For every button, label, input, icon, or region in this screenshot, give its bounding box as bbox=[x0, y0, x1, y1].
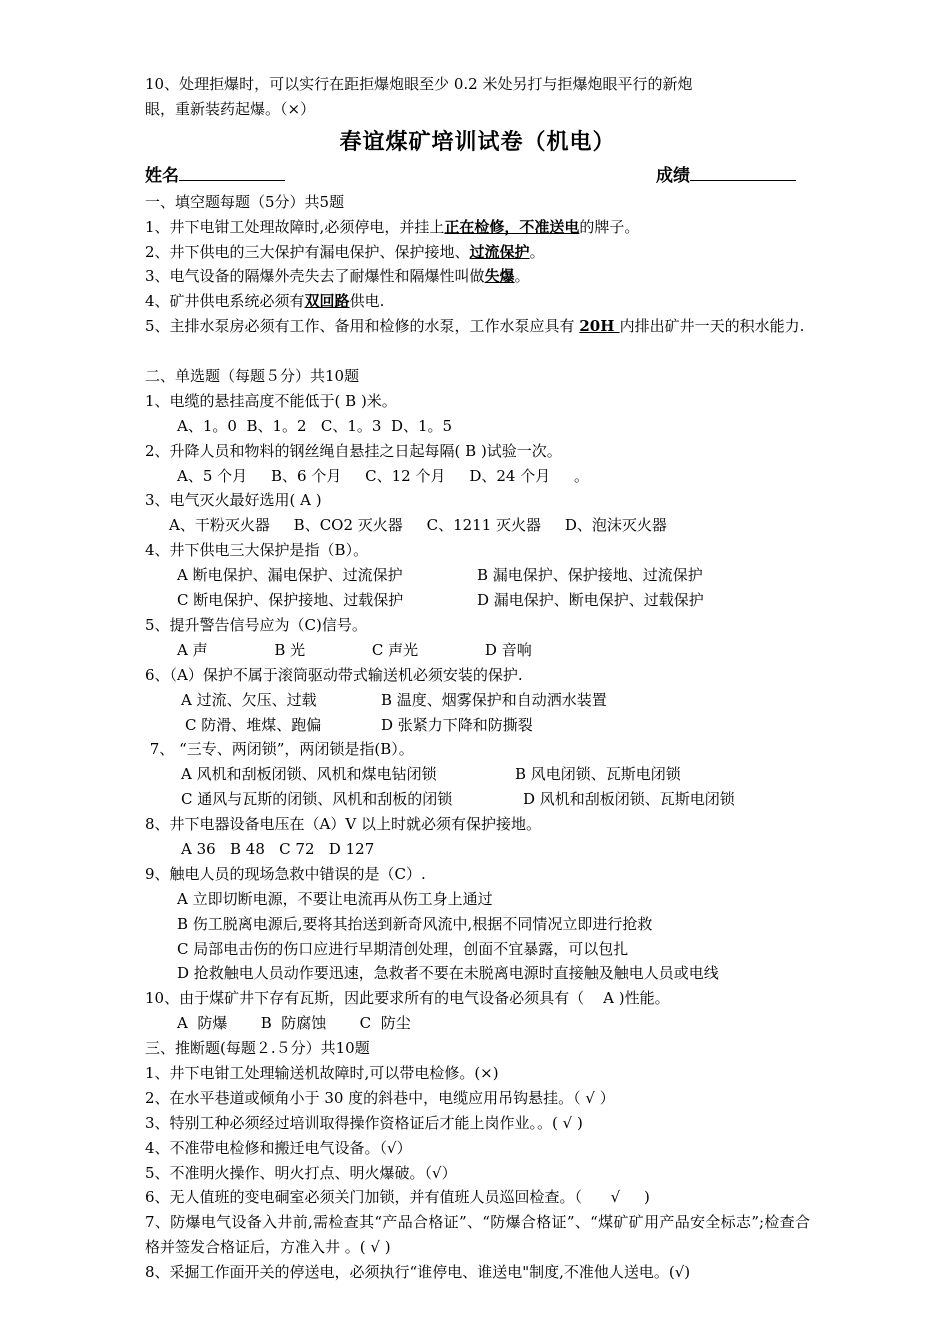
section1-header: 一、填空题每题（5分）共5题 bbox=[145, 192, 345, 211]
s2-q1: 1、电缆的悬挂高度不能低于( B )米。 bbox=[145, 391, 397, 410]
section3-header: 三、推断题(每题２.５分）共10题 bbox=[145, 1039, 370, 1058]
s2-q4-options-ab: A 断电保护、漏电保护、过流保护 B 漏电保护、保护接地、过流保护 bbox=[177, 566, 703, 585]
s2-q6-options-cd: C 防滑、堆煤、跑偏 D 张紧力下降和防撕裂 bbox=[185, 715, 533, 734]
s2-q3: 3、电气灭火最好选用( A ) bbox=[145, 491, 322, 510]
score-field[interactable]: 成绩 bbox=[656, 162, 796, 190]
s2-q9-option-c: C 局部电击伤的伤口应进行早期清创处理，创面不宜暴露，可以包扎 bbox=[177, 939, 629, 958]
s2-q7-options-cd: C 通风与瓦斯的闭锁、风机和刮板的闭锁 D 风机和刮板闭锁、瓦斯电闭锁 bbox=[181, 790, 735, 809]
s2-q2: 2、升降人员和物料的钢丝绳自悬挂之日起每隔( B )试验一次。 bbox=[145, 441, 562, 460]
s2-q6-options-ab: A 过流、欠压、过载 B 温度、烟雾保护和自动洒水装置 bbox=[181, 690, 607, 709]
s1-q4: 4、矿井供电系统必须有双回路供电. bbox=[145, 292, 385, 311]
s1-q2-answer: 过流保护 bbox=[469, 242, 530, 261]
s2-q10-options: A 防爆 B 防腐蚀 C 防尘 bbox=[177, 1014, 411, 1033]
s2-q9: 9、触电人员的现场急救中错误的是（C）. bbox=[145, 864, 426, 883]
s2-q6: 6、（A）保护不属于滚筒驱动带式输送机必须安装的保护. bbox=[145, 665, 523, 684]
s2-q4: 4、井下供电三大保护是指（B）。 bbox=[145, 541, 369, 560]
s1-q4-answer: 双回路 bbox=[304, 292, 350, 311]
s3-q7: 7、防爆电气设备入井前,需检查其“产品合格证”、“防爆合格证”、“煤矿矿用产品安全标志”;检查合格并签发合格证后，方准入井 。( √ ) bbox=[145, 1213, 810, 1257]
s2-q10: 10、由于煤矿井下存有瓦斯，因此要求所有的电气设备必须具有（ A )性能。 bbox=[145, 989, 670, 1008]
name-score-row bbox=[145, 162, 810, 190]
s2-q3-options: A、干粉灭火器 B、CO2 灭火器 C、1211 灭火器 D、泡沫灭火器 bbox=[169, 516, 667, 535]
s3-q1: 1、井下电钳工处理输送机故障时,可以带电检修。(×) bbox=[145, 1063, 499, 1082]
s2-q5: 5、提升警告信号应为（C)信号。 bbox=[145, 615, 367, 634]
s2-q8: 8、井下电器设备电压在（A）V 以上时就必须有保护接地。 bbox=[145, 815, 541, 834]
prev-question-line-1: 10、处理拒爆时，可以实行在距拒爆炮眼至少 0.2 米处另打与拒爆炮眼平行的新炮 bbox=[145, 75, 693, 93]
s1-q5-answer: 20H bbox=[579, 317, 620, 336]
s1-q5: 5、主排水泵房必须有工作、备用和检修的水泵，工作水泵应具有 20H 内排出矿井一天的积水能力. bbox=[145, 317, 805, 336]
s2-q2-options: A、5 个月 B、6 个月 C、12 个月 D、24 个月 。 bbox=[177, 466, 590, 485]
s3-q6: 6、无人值班的变电硐室必须关门加锁，并有值班人员巡回检查。（ √ ) bbox=[145, 1188, 650, 1207]
s3-q2: 2、在水平巷道或倾角小于 30 度的斜巷中，电缆应用吊钩悬挂。（ √ ） bbox=[145, 1088, 615, 1107]
s2-q4-options-cd: C 断电保护、保护接地、过载保护 D 漏电保护、断电保护、过载保护 bbox=[177, 591, 704, 610]
exam-page bbox=[145, 72, 810, 1285]
name-field[interactable]: 姓名 bbox=[145, 162, 285, 190]
s3-q5: 5、不准明火操作、明火打点、明火爆破。（√） bbox=[145, 1163, 457, 1182]
s2-q9-option-d: D 抢救触电人员动作要迅速，急救者不要在未脱离电源时直接触及触电人员或电线 bbox=[177, 964, 719, 983]
s2-q8-options: A 36 B 48 C 72 D 127 bbox=[181, 839, 375, 858]
s3-q8: 8、采掘工作面开关的停送电，必须执行“谁停电、谁送电"制度,不准他人送电。(√) bbox=[145, 1263, 691, 1282]
s2-q9-option-b: B 伤工脱离电源后,要将其抬送到新奇风流中,根据不同情况立即进行抢救 bbox=[177, 914, 653, 933]
s1-q1: 1、井下电钳工处理故障时,必须停电，并挂上正在检修，不准送电的牌子。 bbox=[145, 217, 640, 236]
s1-q1-answer: 正在检修，不准送电 bbox=[444, 217, 580, 236]
s2-q9-option-a: A 立即切断电源，不要让电流再从伤工身上通过 bbox=[177, 889, 493, 908]
s1-q2: 2、井下供电的三大保护有漏电保护、保护接地、过流保护。 bbox=[145, 242, 545, 261]
name-blank[interactable] bbox=[179, 162, 285, 181]
s2-q1-options: A、1。0 B、1。2 C、1。3 D、1。5 bbox=[177, 416, 453, 435]
prev-question-line-2: 眼，重新装药起爆。（×） bbox=[145, 99, 316, 118]
s1-q3-answer: 失爆 bbox=[484, 267, 515, 286]
page-title: 春谊煤矿培训试卷（机电） bbox=[339, 128, 616, 155]
s2-q7-options-ab: A 风机和刮板闭锁、风机和煤电钻闭锁 B 风电闭锁、瓦斯电闭锁 bbox=[181, 765, 681, 784]
s3-q3: 3、特别工种必须经过培训取得操作资格证后才能上岗作业。。( √ ) bbox=[145, 1113, 583, 1132]
section2-header: 二、单选题（每题５分）共10题 bbox=[145, 367, 360, 386]
s2-q7: 7、 “三专、两闭锁”，两闭锁是指(B）。 bbox=[145, 740, 414, 759]
s3-q4: 4、不准带电检修和搬迁电气设备。（√） bbox=[145, 1138, 412, 1157]
score-blank[interactable] bbox=[690, 162, 796, 181]
s1-q3: 3、电气设备的隔爆外壳失去了耐爆性和隔爆性叫做失爆。 bbox=[145, 267, 530, 286]
s2-q5-options: A 声 B 光 C 声光 D 音响 bbox=[177, 640, 532, 659]
